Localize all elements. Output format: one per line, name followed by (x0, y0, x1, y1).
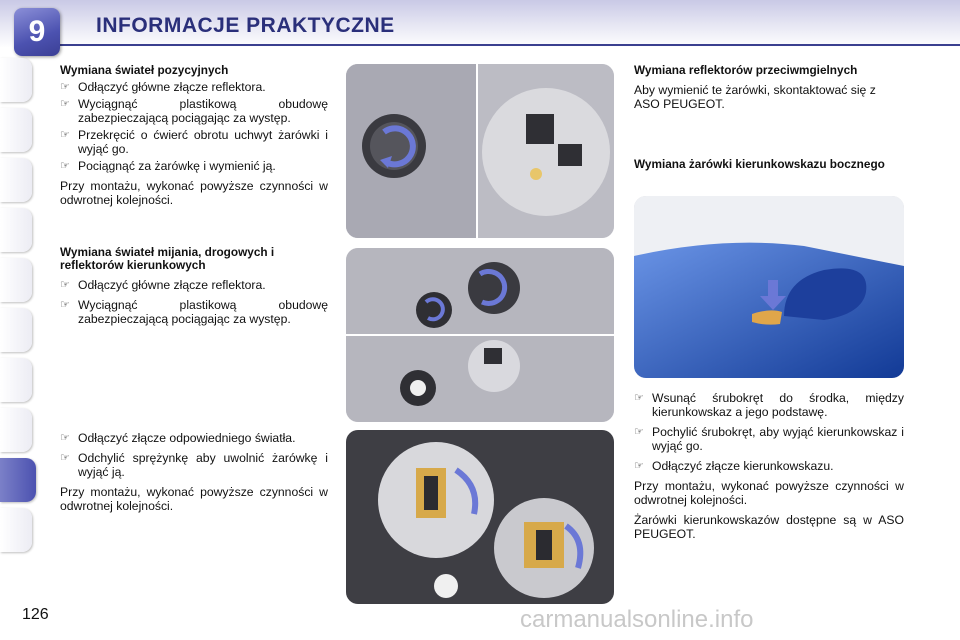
reassembly-note: Przy montażu, wykonać powyższe czynności w odwrotnej kolejności. (634, 479, 904, 507)
hand-pointer-icon: ☞ (60, 432, 70, 444)
bullet-item: ☞ Odłączyć główne złącze reflektora. (60, 278, 266, 292)
hand-pointer-icon: ☞ (634, 460, 644, 472)
bullet-item: ☞ Odłączyć główne złącze reflektora. (60, 80, 266, 94)
chapter-tab-5[interactable] (0, 258, 32, 302)
fog-text: Aby wymienić te żarówki, skontaktować się z ASO PEUGEOT. (634, 83, 876, 111)
illustration-side-indicator (634, 196, 904, 378)
dealer-note: Żarówki kierunkowskazów dostępne są w ASO PEUGEOT. (634, 513, 904, 541)
right-column-fog (634, 64, 904, 111)
watermark: carmanualsonline.info (520, 606, 754, 633)
chapter-tab-rail (0, 58, 38, 578)
reassembly-note: Przy montażu, wykonać powyższe czynności w odwrotnej kolejności. (60, 485, 328, 513)
bullet-item: ☞ Odchylić sprężynkę aby uwolnić żarówkę i wyjąć ją. (60, 451, 328, 479)
illustration-headlight-covers (346, 248, 614, 422)
illustration-parking-bulb (346, 64, 614, 238)
chapter-tab-2[interactable] (0, 108, 32, 152)
page-number: 126 (22, 606, 49, 623)
bullet-item: ☞ Odłączyć złącze odpowiedniego światła. (60, 431, 296, 445)
hand-pointer-icon: ☞ (60, 299, 70, 311)
left-column-section3 (60, 428, 328, 513)
bullet-item: ☞ Odłączyć złącze kierunkowskazu. (634, 459, 834, 473)
chapter-tab-9-active[interactable] (0, 458, 36, 502)
hand-pointer-icon: ☞ (60, 129, 70, 141)
chapter-tab-10[interactable] (0, 508, 32, 552)
chapter-tab-1[interactable] (0, 58, 32, 102)
chapter-tab-4[interactable] (0, 208, 32, 252)
bullet-item: ☞ Wyciągnąć plastikową obudowę zabezpieczającą pociągając za występ. (60, 298, 328, 326)
chapter-tab-3[interactable] (0, 158, 32, 202)
hand-pointer-icon: ☞ (60, 279, 70, 291)
hand-pointer-icon: ☞ (60, 452, 70, 464)
chapter-tab-8[interactable] (0, 408, 32, 452)
section-heading-side-indicator: Wymiana żarówki kierunkowskazu bocznego (634, 157, 885, 171)
hand-pointer-icon: ☞ (634, 392, 644, 404)
parking-bulb-illustration (346, 64, 614, 238)
left-column (60, 64, 328, 207)
hand-pointer-icon: ☞ (60, 98, 70, 110)
right-column-side-heading (634, 158, 904, 171)
illustration-bulb-spring (346, 430, 614, 604)
section-heading-parking-lights: Wymiana świateł pozycyjnych (60, 63, 229, 77)
bullet-item: ☞ Pociągnąć za żarówkę i wymienić ją. (60, 159, 276, 173)
left-column-section2 (60, 246, 328, 326)
bullet-item: ☞ Wsunąć śrubokręt do środka, między kierunkowskaz a jego podstawę. (634, 391, 904, 419)
chapter-badge: 9 (14, 8, 60, 56)
hand-pointer-icon: ☞ (60, 81, 70, 93)
header-rule (60, 44, 960, 46)
bullet-item: ☞ Pochylić śrubokręt, aby wyjąć kierunkowskaz i wyjąć go. (634, 425, 904, 453)
chapter-tab-6[interactable] (0, 308, 32, 352)
bullet-item: ☞ Wyciągnąć plastikową obudowę zabezpieczającą pociągając za występ. (60, 97, 328, 125)
headlight-covers-illustration (346, 248, 614, 422)
page-title: INFORMACJE PRAKTYCZNE (96, 14, 395, 37)
bullet-item: ☞ Przekręcić o ćwierć obrotu uchwyt żarówki i wyjąć go. (60, 128, 328, 156)
hand-pointer-icon: ☞ (634, 426, 644, 438)
side-indicator-illustration (634, 196, 904, 378)
chapter-tab-7[interactable] (0, 358, 32, 402)
section-heading-headlights: Wymiana świateł mijania, drogowych i reflektorów kierunkowych (60, 245, 275, 272)
hand-pointer-icon: ☞ (60, 160, 70, 172)
bulb-spring-illustration (346, 430, 614, 604)
right-column-side-steps (634, 388, 904, 541)
reassembly-note: Przy montażu, wykonać powyższe czynności w odwrotnej kolejności. (60, 179, 328, 207)
section-heading-fog-lights: Wymiana reflektorów przeciwmgielnych (634, 63, 858, 77)
